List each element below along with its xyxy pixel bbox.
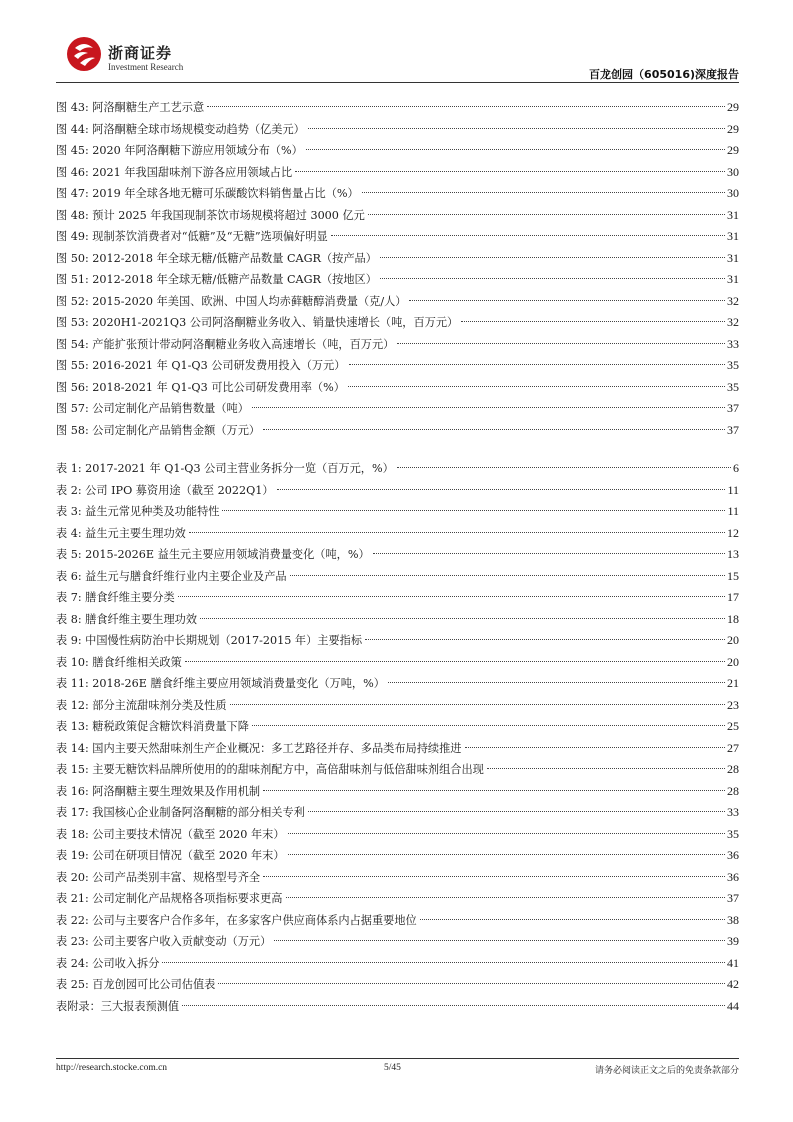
toc-page-number[interactable]: 31: [727, 272, 739, 286]
toc-entry-label[interactable]: 表 9: 中国慢性病防治中长期规划（2017-2015 年）主要指标: [56, 634, 363, 647]
dot-leader: [230, 704, 725, 705]
table-toc-entry[interactable]: [56, 888, 739, 910]
table-toc-entry[interactable]: [56, 480, 739, 502]
toc-entry-label[interactable]: 表 24: 公司收入拆分: [56, 956, 160, 970]
toc-entry-label[interactable]: 表 17: 我国核心企业制备阿洛酮糖的部分相关专利: [56, 806, 305, 819]
dot-leader: [331, 235, 725, 236]
table-toc-entry[interactable]: [56, 458, 739, 480]
toc-entry-label[interactable]: 图 55: 2016-2021 年 Q1-Q3 公司研发费用投入（万元）: [56, 359, 346, 372]
table-toc-entry[interactable]: [56, 695, 739, 717]
table-toc-entry[interactable]: [56, 953, 739, 975]
toc-entry-label[interactable]: 表 21: 公司定制化产品规格各项指标要求更高: [56, 892, 283, 905]
dot-leader: [277, 489, 726, 490]
toc-entry-label[interactable]: 表 3: 益生元常见种类及功能特性: [56, 505, 220, 518]
dot-leader: [373, 553, 725, 554]
dot-leader: [263, 876, 725, 877]
toc-entry-label[interactable]: 表 14: 国内主要天然甜味剂生产企业概况：多工艺路径并存、多品类布局持续推进: [56, 741, 462, 755]
figure-toc-entry[interactable]: [56, 269, 739, 291]
toc-page-number[interactable]: 12: [727, 525, 739, 540]
dot-leader: [465, 747, 726, 748]
figure-toc-entry[interactable]: [56, 312, 739, 334]
toc-entry-label[interactable]: 表 2: 公司 IPO 募资用途（截至 2022Q1）: [56, 483, 274, 497]
figure-toc-entry[interactable]: [56, 248, 739, 270]
toc-entry-label[interactable]: 图 52: 2015-2020 年美国、欧洲、中国人均赤藓糖醇消费量（克/人）: [56, 294, 407, 308]
toc-page-number[interactable]: 37: [727, 401, 739, 415]
toc-entry-label[interactable]: 表 12: 部分主流甜味剂分类及性质: [56, 698, 227, 712]
toc-page-number[interactable]: 39: [727, 934, 739, 948]
table-toc-entry[interactable]: [56, 996, 739, 1018]
dot-leader: [348, 386, 725, 387]
dot-leader: [388, 682, 725, 683]
toc-page-number[interactable]: 11: [727, 504, 739, 518]
toc-entry-label[interactable]: 图 51: 2012-2018 年全球无糖/低糖产品数量 CAGR（按地区）: [56, 273, 377, 286]
dot-leader: [365, 639, 725, 640]
toc-page-number[interactable]: 37: [727, 891, 739, 905]
figure-toc-entry[interactable]: [56, 420, 739, 442]
toc-page-number[interactable]: 37: [727, 422, 739, 437]
table-toc-entry[interactable]: [56, 587, 739, 609]
toc-entry-label[interactable]: 表 10: 膳食纤维相关政策: [56, 655, 182, 669]
toc-entry-label[interactable]: 图 48: 预计 2025 年我国现制茶饮市场规模将超过 3000 亿元: [56, 208, 365, 222]
dot-leader: [263, 429, 725, 430]
toc-entry-label[interactable]: 图 46: 2021 年我国甜味剂下游各应用领域占比: [56, 165, 293, 179]
dot-leader: [380, 257, 725, 258]
toc-entry-label[interactable]: 图 54: 产能扩张预计带动阿洛酮糖业务收入高速增长（吨，百万元）: [56, 337, 395, 351]
figure-toc-entry[interactable]: [56, 398, 739, 420]
dot-leader: [397, 467, 731, 468]
toc-page-number[interactable]: 29: [727, 100, 739, 114]
figure-toc-entry[interactable]: [56, 355, 739, 377]
dot-leader: [306, 149, 725, 150]
dot-leader: [189, 532, 725, 533]
toc-entry-label[interactable]: 表 11: 2018-26E 膳食纤维主要应用领域消费量变化（万吨，%）: [56, 677, 385, 690]
table-toc-entry[interactable]: [56, 845, 739, 867]
brand-name: 浙商证券: [108, 44, 173, 62]
toc-page-number[interactable]: 31: [727, 229, 739, 243]
toc-entry-label[interactable]: 表 22: 公司与主要客户合作多年，在多家客户供应商体系内占据重要地位: [56, 913, 417, 927]
table-toc-entry[interactable]: [56, 824, 739, 846]
table-toc-entry[interactable]: [56, 652, 739, 674]
report-title: 百龙创园（605016)深度报告: [589, 68, 739, 81]
toc-page-number[interactable]: 42: [727, 977, 739, 991]
toc-entry-label[interactable]: 图 50: 2012-2018 年全球无糖/低糖产品数量 CAGR（按产品）: [56, 251, 377, 265]
figure-toc-entry[interactable]: [56, 162, 739, 184]
table-toc-entry[interactable]: [56, 931, 739, 953]
toc-page-number[interactable]: 13: [727, 547, 739, 561]
toc-entry-label[interactable]: 表 5: 2015-2026E 益生元主要应用领域消费量变化（吨，%）: [56, 548, 370, 561]
toc-page-number[interactable]: 11: [727, 482, 739, 497]
dot-leader: [162, 962, 725, 963]
toc-entry-label[interactable]: 表 25: 百龙创园可比公司估值表: [56, 978, 216, 991]
toc-entry-label[interactable]: 表 4: 益生元主要生理功效: [56, 526, 186, 540]
toc-page-number[interactable]: 20: [727, 633, 739, 647]
footer-divider: [56, 1058, 739, 1059]
dot-leader: [461, 321, 725, 322]
toc-entry-label[interactable]: 表 1: 2017-2021 年 Q1-Q3 公司主营业务拆分一览（百万元，%）: [56, 462, 394, 475]
toc-entry-label[interactable]: 图 43: 阿洛酮糖生产工艺示意: [56, 101, 205, 114]
toc-page-number[interactable]: 32: [727, 293, 739, 308]
toc-entry-label[interactable]: 图 57: 公司定制化产品销售数量（吨）: [56, 402, 249, 415]
figure-toc-entry[interactable]: [56, 226, 739, 248]
table-toc-entry[interactable]: [56, 910, 739, 932]
dot-leader: [380, 278, 725, 279]
toc-page-number[interactable]: 30: [727, 186, 739, 200]
toc-page-number[interactable]: 35: [727, 826, 739, 841]
toc-entry-label[interactable]: 图 45: 2020 年阿洛酮糖下游应用领域分布（%）: [56, 144, 303, 157]
toc-entry-label[interactable]: 图 58: 公司定制化产品销售金额（万元）: [56, 423, 261, 437]
toc-entry-label[interactable]: 表 19: 公司在研项目情况（截至 2020 年末）: [56, 849, 285, 862]
toc-page-number[interactable]: 18: [727, 611, 739, 626]
dot-leader: [397, 343, 725, 344]
dot-leader: [286, 897, 726, 898]
dot-leader: [290, 575, 725, 576]
zheshang-logo-icon: [66, 36, 102, 72]
toc-entry-label[interactable]: 图 56: 2018-2021 年 Q1-Q3 可比公司研发费用率（%）: [56, 380, 345, 394]
dot-leader: [420, 919, 725, 920]
toc-entry-label[interactable]: 图 47: 2019 年全球各地无糖可乐碳酸饮料销售量占比（%）: [56, 187, 359, 200]
dot-leader: [295, 171, 725, 172]
dot-leader: [263, 790, 725, 791]
page-number: 5/45: [384, 1063, 401, 1073]
footer-disclaimer: 请务必阅读正文之后的免责条款部分: [594, 1066, 739, 1076]
dot-leader: [274, 940, 725, 941]
toc-entry-label[interactable]: 表 16: 阿洛酮糖主要生理效果及作用机制: [56, 784, 261, 798]
toc-page-number[interactable]: 6: [733, 461, 739, 475]
header-divider: [56, 82, 739, 83]
dot-leader: [288, 854, 725, 855]
figure-toc-entry[interactable]: [56, 334, 739, 356]
figure-toc-entry[interactable]: [56, 183, 739, 205]
toc-entry-label[interactable]: 图 44: 阿洛酮糖全球市场规模变动趋势（亿美元）: [56, 122, 305, 136]
toc-page-number[interactable]: 30: [727, 164, 739, 179]
toc-page-number[interactable]: 17: [727, 590, 739, 604]
dot-leader: [308, 811, 725, 812]
dot-leader: [222, 510, 725, 511]
table-toc-entry[interactable]: [56, 974, 739, 996]
toc-entry-label[interactable]: 表 8: 膳食纤维主要生理功效: [56, 612, 198, 626]
dot-leader: [409, 300, 725, 301]
toc-entry-label[interactable]: 表 18: 公司主要技术情况（截至 2020 年末）: [56, 827, 285, 841]
dot-leader: [252, 725, 725, 726]
dot-leader: [349, 364, 726, 365]
table-toc-entry[interactable]: [56, 566, 739, 588]
toc-page-number[interactable]: 31: [727, 250, 739, 265]
table-toc-entry[interactable]: [56, 738, 739, 760]
toc-page-number[interactable]: 29: [727, 143, 739, 157]
toc-page-number[interactable]: 21: [727, 676, 739, 690]
table-toc-entry[interactable]: [56, 673, 739, 695]
figure-toc-entry[interactable]: [56, 377, 739, 399]
toc-page-number[interactable]: 38: [727, 912, 739, 927]
table-toc-entry[interactable]: [56, 501, 739, 523]
table-toc-entry[interactable]: [56, 716, 739, 738]
dot-leader: [308, 128, 725, 129]
dot-leader: [178, 596, 725, 597]
dot-leader: [252, 407, 725, 408]
toc-page-number[interactable]: 35: [727, 358, 739, 372]
toc-page-number[interactable]: 44: [727, 998, 739, 1013]
toc-page-number[interactable]: 31: [727, 207, 739, 222]
table-toc-entry[interactable]: [56, 523, 739, 545]
figure-toc-entry[interactable]: [56, 140, 739, 162]
toc-entry-label[interactable]: 表 6: 益生元与膳食纤维行业内主要企业及产品: [56, 569, 287, 583]
toc-page-number[interactable]: 33: [727, 805, 739, 819]
toc-entry-label[interactable]: 图 53: 2020H1-2021Q3 公司阿洛酮糖业务收入、销量快速增长（吨，百万元）: [56, 316, 459, 329]
toc-entry-label[interactable]: 表附录：三大报表预测值: [56, 999, 180, 1013]
toc-page-number[interactable]: 36: [727, 869, 739, 884]
table-toc-entry[interactable]: [56, 802, 739, 824]
dot-leader: [362, 192, 725, 193]
toc-entry-label[interactable]: 图 49: 现制茶饮消费者对“低糖”及“无糖”选项偏好明显: [56, 230, 328, 243]
toc-page-number[interactable]: 33: [727, 336, 739, 351]
dot-leader: [218, 983, 725, 984]
toc-page-number[interactable]: 41: [727, 955, 739, 970]
figure-list: [56, 97, 739, 441]
toc-page-number[interactable]: 25: [727, 719, 739, 733]
dot-leader: [368, 214, 725, 215]
table-toc-entry[interactable]: [56, 630, 739, 652]
toc-entry-label[interactable]: 表 13: 糖税政策促含糖饮料消费量下降: [56, 720, 249, 733]
toc-page-number[interactable]: 29: [727, 121, 739, 136]
table-toc-entry[interactable]: [56, 867, 739, 889]
toc-entry-label[interactable]: 表 7: 膳食纤维主要分类: [56, 591, 175, 604]
footer-url[interactable]: http://research.stocke.com.cn: [56, 1063, 168, 1073]
table-toc-entry[interactable]: [56, 781, 739, 803]
toc-page-number[interactable]: 35: [727, 379, 739, 394]
dot-leader: [487, 768, 725, 769]
figure-toc-entry[interactable]: [56, 205, 739, 227]
table-toc-entry[interactable]: [56, 609, 739, 631]
table-list: [56, 458, 739, 1017]
dot-leader: [200, 618, 725, 619]
table-toc-entry[interactable]: [56, 544, 739, 566]
figure-toc-entry[interactable]: [56, 119, 739, 141]
dot-leader: [182, 1005, 725, 1006]
toc-page-number[interactable]: 27: [727, 740, 739, 755]
page-header: [56, 32, 739, 84]
toc-page-number[interactable]: 28: [727, 783, 739, 798]
toc-page-number[interactable]: 32: [727, 315, 739, 329]
toc-page-number[interactable]: 36: [727, 848, 739, 862]
figure-toc-entry[interactable]: [56, 97, 739, 119]
figure-toc-entry[interactable]: [56, 291, 739, 313]
dot-leader: [207, 106, 725, 107]
toc-page-number[interactable]: 20: [727, 654, 739, 669]
toc-page-number[interactable]: 15: [727, 568, 739, 583]
brand-subtitle: Investment Research: [108, 62, 184, 72]
toc-entry-label[interactable]: 表 15: 主要无糖饮料品牌所使用的的甜味剂配方中，高倍甜味剂与低倍甜味剂组合出现: [56, 763, 484, 776]
toc-entry-label[interactable]: 表 20: 公司产品类别丰富、规格型号齐全: [56, 870, 261, 884]
toc-page-number[interactable]: 28: [727, 762, 739, 776]
dot-leader: [185, 661, 725, 662]
toc-entry-label[interactable]: 表 23: 公司主要客户收入贡献变动（万元）: [56, 935, 272, 948]
table-toc-entry[interactable]: [56, 759, 739, 781]
toc-page-number[interactable]: 23: [727, 697, 739, 712]
dot-leader: [288, 833, 725, 834]
